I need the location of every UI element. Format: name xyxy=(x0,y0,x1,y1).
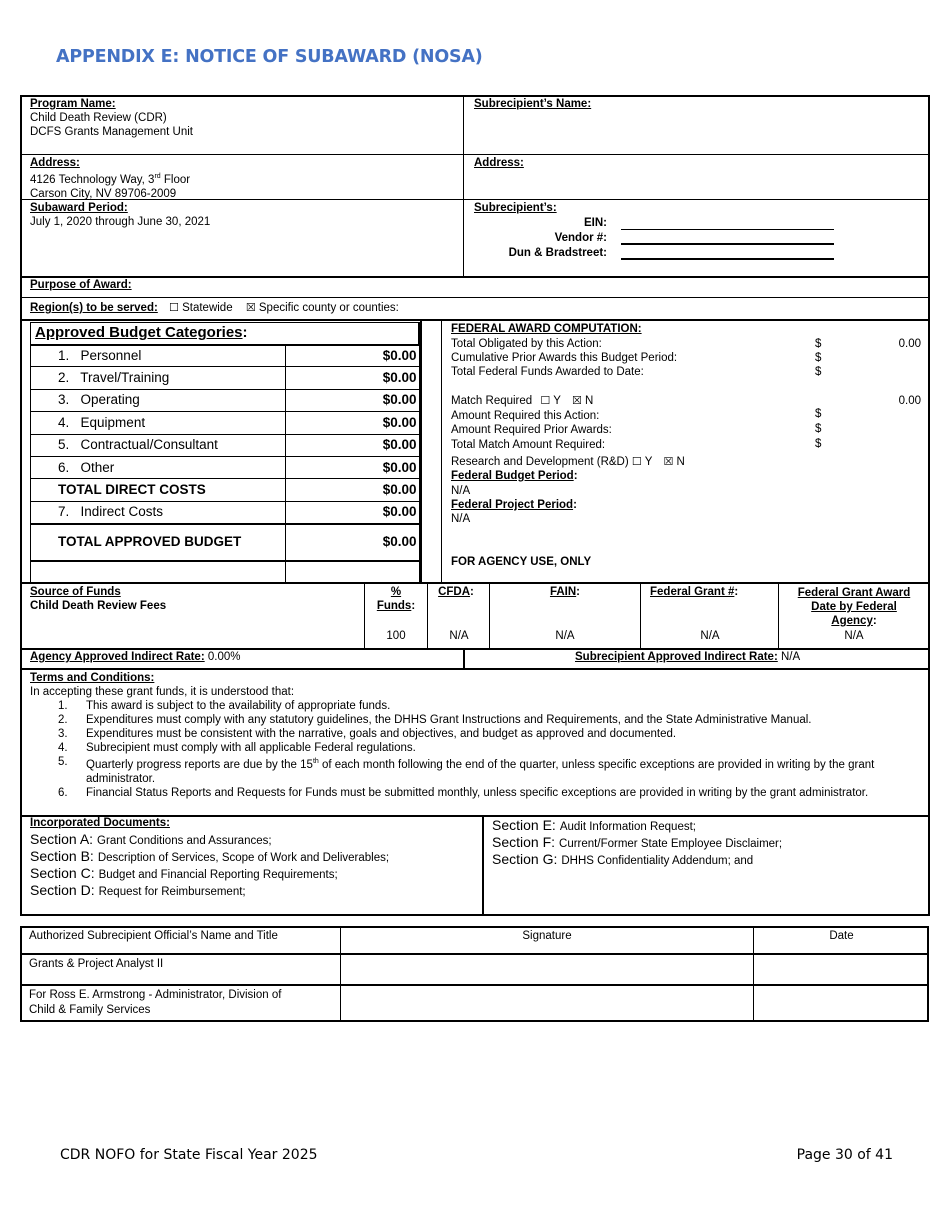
dollar-sign: $ xyxy=(815,438,822,450)
regions-label: Region(s) to be served: xyxy=(30,302,158,314)
agency-use-label: FOR AGENCY USE, ONLY xyxy=(451,556,592,568)
subrecipient-name-label: Subrecipient’s Name: xyxy=(474,98,592,110)
statewide-text: Statewide xyxy=(182,302,233,314)
indirect-row xyxy=(31,501,420,523)
terms-intro: In accepting these grant funds, it is understood that: xyxy=(30,686,295,698)
amount-prior-label: Amount Required Prior Awards: xyxy=(451,424,612,436)
program-name-line1: Child Death Review (CDR) xyxy=(30,112,167,124)
sig-col-name: Authorized Subrecipient Official’s Name and Title xyxy=(29,930,278,942)
total-match-label: Total Match Amount Required: xyxy=(451,439,606,451)
address-left-line2: Carson City, NV 89706-2009 xyxy=(30,187,177,200)
ein-input-line[interactable] xyxy=(621,229,834,230)
budget-row xyxy=(31,412,420,434)
total-direct-label: TOTAL DIRECT COSTS xyxy=(31,479,286,501)
specific-county-text: Specific county or counties: xyxy=(258,302,399,314)
budget-item-amount: $0.00 xyxy=(285,434,419,456)
match-value: 0.00 xyxy=(898,395,921,407)
source-funds-cell xyxy=(30,585,166,613)
sig-row-analyst: Grants & Project Analyst II xyxy=(29,958,164,970)
match-required-label: Match Required xyxy=(451,395,533,407)
indirect-label: 7. Indirect Costs xyxy=(31,501,286,523)
fain-value: N/A xyxy=(555,630,575,642)
list-item: 2. Expenditures must comply with any statutory guidelines, the DHHS Grant Instructions and Requirements, and the State Administrative Manual. xyxy=(58,714,812,726)
budget-item-label: 2. Travel/Training xyxy=(31,367,286,389)
program-name-label: Program Name: xyxy=(30,98,116,110)
budget-period-value: N/A xyxy=(451,485,471,497)
match-y-checkbox[interactable]: ☐ xyxy=(540,394,551,407)
award-date-header: Federal Grant Award Date by Federal Agency: xyxy=(797,587,911,627)
budget-item-label: 4. Equipment xyxy=(31,412,286,434)
budget-row xyxy=(31,434,420,456)
pct-funds-header: % Funds: xyxy=(376,586,416,612)
vendor-label: Vendor #: xyxy=(554,232,607,244)
signature-field-analyst[interactable] xyxy=(342,956,752,983)
federal-title: FEDERAL AWARD COMPUTATION: xyxy=(451,323,642,335)
subaward-period-value: July 1, 2020 through June 30, 2021 xyxy=(30,216,211,228)
budget-row xyxy=(31,456,420,478)
sig-row-administrator: For Ross E. Armstrong - Administrator, Division of Child & Family Services xyxy=(29,989,282,1016)
budget-row xyxy=(31,367,420,389)
total-approved-row xyxy=(31,524,420,561)
signature-field-administrator[interactable] xyxy=(342,987,752,1019)
subrecipients-label: Subrecipient’s: xyxy=(474,202,557,214)
total-direct-row xyxy=(31,479,420,501)
obligated-value: 0.00 xyxy=(898,338,921,350)
statewide-checkbox[interactable]: ☐ xyxy=(169,301,179,314)
subaward-period-cell xyxy=(30,201,210,229)
sub-rate-row xyxy=(575,650,800,664)
program-name-cell xyxy=(30,97,193,139)
match-n-checkbox[interactable]: ☒ xyxy=(571,394,582,407)
pct-funds-value: 100 xyxy=(386,630,406,642)
dun-bradstreet-label: Dun & Bradstreet: xyxy=(508,247,607,259)
address-left-label: Address: xyxy=(30,157,80,169)
footer-page-number: Page 30 of 41 xyxy=(796,1147,893,1163)
rd-label: Research and Development (R&D) xyxy=(451,456,629,468)
program-name-line2: DCFS Grants Management Unit xyxy=(30,126,193,138)
rd-n-text: N xyxy=(676,456,685,468)
budget-row xyxy=(31,345,420,367)
budget-title-row xyxy=(31,323,420,345)
terms-label: Terms and Conditions: xyxy=(30,672,155,684)
cfda-header: CFDA: xyxy=(438,586,474,598)
total-awarded-label: Total Federal Funds Awarded to Date: xyxy=(451,366,644,378)
purpose-label: Purpose of Award: xyxy=(30,279,132,291)
budget-title: Approved Budget Categories: xyxy=(31,323,420,345)
budget-item-amount: $0.00 xyxy=(285,345,419,367)
budget-item-amount: $0.00 xyxy=(285,367,419,389)
budget-item-amount: $0.00 xyxy=(285,412,419,434)
sub-rate-label: Subrecipient Approved Indirect Rate: xyxy=(575,651,778,663)
budget-item-label: 6. Other xyxy=(31,456,286,478)
rd-n-checkbox[interactable]: ☒ xyxy=(663,455,674,468)
page-title: APPENDIX E: NOTICE OF SUBAWARD (NOSA) xyxy=(56,47,483,67)
indirect-amount: $0.00 xyxy=(285,501,419,523)
address-left-cell xyxy=(30,156,190,201)
incorporated-label: Incorporated Documents: xyxy=(30,817,170,829)
award-date-value: N/A xyxy=(844,630,864,642)
fain-header: FAIN: xyxy=(549,586,581,598)
dun-input-line[interactable] xyxy=(621,258,834,260)
total-direct-amount: $0.00 xyxy=(285,479,419,501)
grant-number-header: Federal Grant #: xyxy=(650,586,739,598)
dollar-sign: $ xyxy=(815,423,822,435)
dollar-sign: $ xyxy=(815,408,822,420)
address-left-line1: 4126 Technology Way, 3rd Floor xyxy=(30,173,191,186)
cfda-value: N/A xyxy=(449,630,469,642)
dollar-sign: $ xyxy=(815,352,822,364)
date-field-administrator[interactable] xyxy=(755,987,927,1019)
agency-rate-row xyxy=(30,650,240,664)
date-field-analyst[interactable] xyxy=(755,956,927,983)
grant-number-value: N/A xyxy=(700,630,720,642)
section-d: Section D: Request for Reimbursement; xyxy=(30,882,246,898)
section-a: Section A: Grant Conditions and Assurances; xyxy=(30,831,272,847)
list-item: 1. This award is subject to the availability of appropriate funds. xyxy=(58,700,391,712)
regions-row xyxy=(30,301,399,315)
list-item: 6. Financial Status Reports and Requests for Funds must be submitted monthly, unless specific exceptions are provided in writing by the grant administrator. xyxy=(58,786,869,799)
match-required-row xyxy=(451,394,593,408)
dollar-sign: $ xyxy=(815,366,822,378)
footer-left: CDR NOFO for State Fiscal Year 2025 xyxy=(60,1147,318,1163)
match-y-text: Y xyxy=(553,395,561,407)
amount-action-label: Amount Required this Action: xyxy=(451,410,600,422)
subaward-period-label: Subaward Period: xyxy=(30,202,128,214)
rd-row xyxy=(451,455,685,469)
budget-item-label: 5. Contractual/Consultant xyxy=(31,434,286,456)
total-approved-label: TOTAL APPROVED BUDGET xyxy=(31,524,286,561)
sub-rate-value: N/A xyxy=(780,651,801,663)
list-item: 5. Quarterly progress reports are due by the 15th of each month following the end of the quarter, unless specific exceptions are provided in writing by the grant administrator. xyxy=(58,756,875,785)
dollar-sign: $ xyxy=(815,338,822,350)
vendor-input-line[interactable] xyxy=(621,243,834,245)
total-obligated-label: Total Obligated by this Action: xyxy=(451,338,602,350)
budget-item-amount: $0.00 xyxy=(285,456,419,478)
section-b: Section B: Description of Services, Scope of Work and Deliverables; xyxy=(30,848,390,864)
sig-col-signature: Signature xyxy=(522,930,572,942)
rd-y-text: Y xyxy=(644,456,653,468)
ein-label: EIN: xyxy=(584,217,607,229)
source-funds-value: Child Death Review Fees xyxy=(30,600,167,612)
budget-empty-row xyxy=(31,561,420,583)
section-c: Section C: Budget and Financial Reporting Requirements; xyxy=(30,865,338,881)
list-item: 4. Subrecipient must comply with all applicable Federal regulations. xyxy=(58,742,416,754)
project-period-value: N/A xyxy=(451,513,471,525)
budget-item-label: 1. Personnel xyxy=(31,345,286,367)
rd-y-checkbox[interactable]: ☐ xyxy=(631,455,642,468)
section-f: Section F: Current/Former State Employee Disclaimer; xyxy=(492,834,783,850)
source-funds-label: Source of Funds xyxy=(30,586,121,598)
budget-table xyxy=(30,322,420,583)
budget-period-label: Federal Budget Period: xyxy=(451,470,578,482)
specific-county-checkbox[interactable]: ☒ xyxy=(245,301,256,314)
address-right-label: Address: xyxy=(474,157,524,169)
list-item: 3. Expenditures must be consistent with the narrative, goals and objectives, and budget as approved and documented. xyxy=(58,728,677,740)
budget-row xyxy=(31,389,420,411)
section-g: Section G: DHHS Confidentiality Addendum; and xyxy=(492,851,754,867)
project-period-label: Federal Project Period: xyxy=(451,499,577,511)
total-approved-amount: $0.00 xyxy=(285,524,419,561)
sig-col-date: Date xyxy=(829,930,854,942)
budget-item-label: 3. Operating xyxy=(31,389,286,411)
match-n-text: N xyxy=(585,395,594,407)
agency-rate-label: Agency Approved Indirect Rate: xyxy=(30,651,205,663)
section-e: Section E: Audit Information Request; xyxy=(492,817,696,833)
cumulative-label: Cumulative Prior Awards this Budget Period: xyxy=(451,352,678,364)
terms-list xyxy=(58,699,908,800)
budget-item-amount: $0.00 xyxy=(285,389,419,411)
agency-rate-value: 0.00% xyxy=(207,651,241,663)
